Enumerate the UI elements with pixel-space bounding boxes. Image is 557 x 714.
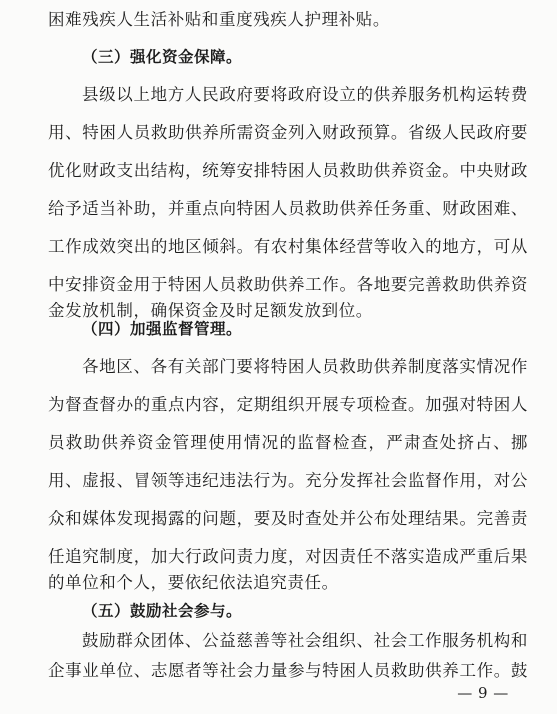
text-line: 的单位和个人，要依纪依法追究责任。 — [48, 573, 339, 592]
text-line: 为督查督办的重点内容，定期组织开展专项检查。加强对特困人 — [48, 395, 528, 414]
section-heading-3: （三）强化资金保障。 — [82, 48, 243, 66]
text-line: 各地区、各有关部门要将特困人员救助供养制度落实情况作 — [82, 357, 528, 376]
text-line: 用、特困人员救助供养所需资金列入财政预算。省级人民政府要 — [48, 123, 528, 142]
text-line: 中安排资金用于特困人员救助供养工作。各地要完善救助供养资 — [48, 275, 528, 294]
section-heading-4: （四）加强监督管理。 — [82, 320, 243, 338]
text-line: 众和媒体发现揭露的问题，要及时查处并公布处理结果。完善责 — [48, 509, 528, 528]
text-line: 鼓励群众团体、公益慈善等社会组织、社会工作服务机构和 — [82, 631, 528, 650]
text-line: 任追究制度，加大行政问责力度，对因责任不落实造成严重后果 — [48, 547, 528, 566]
text-line: 用、虚报、冒领等违纪违法行为。充分发挥社会监督作用，对公 — [48, 471, 528, 490]
text-line: 县级以上地方人民政府要将政府设立的供养服务机构运转费 — [82, 85, 528, 104]
text-line: 给予适当补助，并重点向特困人员救助供养任务重、财政困难、 — [48, 199, 528, 218]
text-line: 金发放机制，确保资金及时足额发放到位。 — [48, 301, 373, 320]
text-line: 困难残疾人生活补贴和重度残疾人护理补贴。 — [48, 10, 390, 29]
text-line: 优化财政支出结构，统筹安排特困人员救助供养资金。中央财政 — [48, 161, 528, 180]
section-heading-5: （五）鼓励社会参与。 — [82, 602, 243, 620]
text-line: 工作成效突出的地区倾斜。有农村集体经营等收入的地方，可从 — [48, 237, 528, 256]
page-number: — 9 — — [457, 684, 509, 702]
text-line: 员救助供养资金管理使用情况的监督检查，严肃查处挤占、挪 — [48, 433, 528, 452]
text-line: 企事业单位、志愿者等社会力量参与特困人员救助供养工作。鼓 — [48, 661, 528, 680]
